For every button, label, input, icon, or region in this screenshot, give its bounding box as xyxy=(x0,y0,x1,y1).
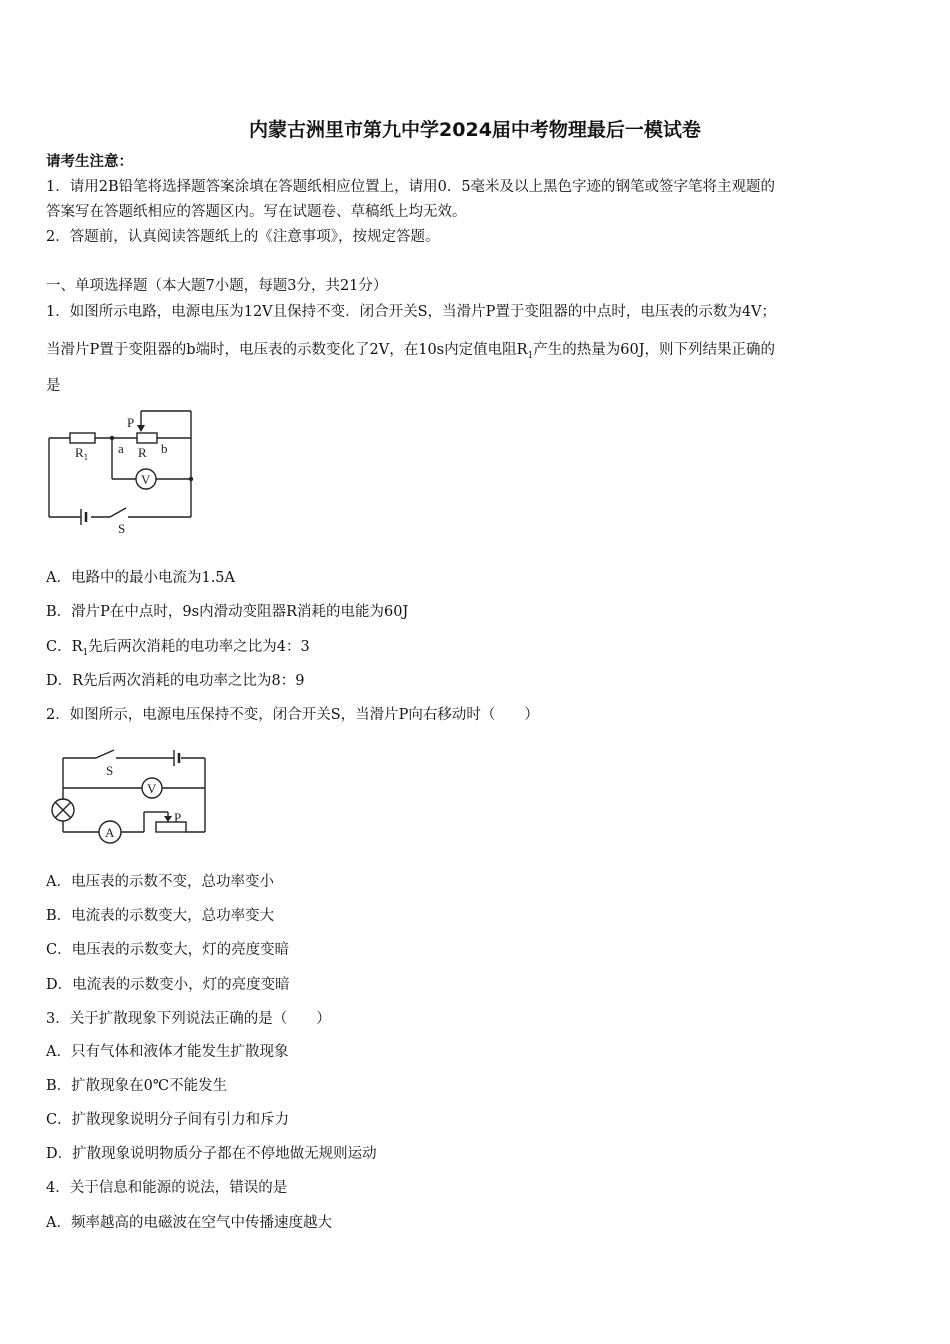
q1-option-c-sub: 1 xyxy=(82,647,89,658)
a-label: a xyxy=(118,441,124,456)
p-label: P xyxy=(174,810,182,825)
q2-option-d: D．电流表的示数变小，灯的亮度变暗 xyxy=(46,977,290,993)
q1-circuit-diagram xyxy=(40,405,210,540)
switch-label: S xyxy=(106,763,114,778)
voltmeter-label: V xyxy=(147,781,157,796)
notice-heading: 请考生注意： xyxy=(46,153,133,170)
r1-label: $R_1$ xyxy=(75,445,89,462)
q3-option-a: A．只有气体和液体才能发生扩散现象 xyxy=(46,1044,289,1060)
q1-stem-line-2 xyxy=(46,340,775,366)
q3-stem: 3．关于扩散现象下列说法正确的是（ ） xyxy=(46,1011,331,1027)
rheostat xyxy=(137,433,157,443)
q1-option-b: B．滑片P在中点时，9s内滑动变阻器R消耗的电能为60J xyxy=(46,604,409,620)
q3-option-d: D．扩散现象说明物质分子都在不停地做无规则运动 xyxy=(46,1146,377,1162)
p-label: P xyxy=(127,415,135,430)
junction-dot xyxy=(110,436,114,440)
r1-resistor xyxy=(70,433,95,443)
junction-dot xyxy=(189,477,193,481)
q2-option-a: A．电压表的示数不变，总功率变小 xyxy=(46,874,274,890)
ammeter-label: A xyxy=(105,825,115,840)
slider-arrow-icon xyxy=(164,816,172,822)
q4-option-a: A．频率越高的电磁波在空气中传播速度越大 xyxy=(46,1215,332,1231)
notice-line-3: 2．答题前，认真阅读答题纸上的《注意事项》，按规定答题。 xyxy=(46,229,440,245)
q1-option-c-part-b: 先后两次消耗的电功率之比为4：3 xyxy=(88,639,310,655)
page-title: 内蒙古洲里市第九中学2024届中考物理最后一模试卷 xyxy=(249,119,701,141)
notice-line-1: 1．请用2B铅笔将选择题答案涂填在答题纸相应位置上，请用0．5毫米及以上黑色字迹的钢笔或签字笔将主观题的 xyxy=(46,179,776,195)
section-heading: 一、单项选择题（本大题7小题，每题3分，共21分） xyxy=(46,278,388,294)
q3-option-b: B．扩散现象在0℃不能发生 xyxy=(46,1078,228,1094)
q1-stem-line-3: 是 xyxy=(46,378,61,394)
q1-option-c xyxy=(46,637,310,663)
slider-arrow-icon xyxy=(137,425,145,432)
q2-stem: 2．如图所示，电源电压保持不变，闭合开关S，当滑片P向右移动时（ ） xyxy=(46,707,539,723)
switch-label: S xyxy=(118,521,126,536)
q2-circuit-diagram xyxy=(44,740,219,850)
q2-option-b: B．电流表的示数变大，总功率变大 xyxy=(46,908,275,924)
q1-stem-part-b: 产生的热量为60J，则下列结果正确的 xyxy=(533,342,776,358)
q3-option-c: C．扩散现象说明分子间有引力和斥力 xyxy=(46,1112,290,1128)
q4-stem: 4．关于信息和能源的说法，错误的是 xyxy=(46,1180,288,1196)
q1-option-c-part-a: C．R xyxy=(46,639,83,655)
q1-option-d: D．R先后两次消耗的电功率之比为8：9 xyxy=(46,673,305,689)
r-label: R xyxy=(138,445,147,460)
voltmeter-label: V xyxy=(141,472,151,487)
q1-stem-line-1: 1．如图所示电路，电源电压为12V且保持不变．闭合开关S，当滑片P置于变阻器的中点时，电压表的示数为4V； xyxy=(46,304,777,320)
q2-option-c: C．电压表的示数变大，灯的亮度变暗 xyxy=(46,942,290,958)
notice-line-2: 答案写在答题纸相应的答题区内。写在试题卷、草稿纸上均无效。 xyxy=(46,204,467,220)
rheostat xyxy=(156,822,186,832)
b-label: b xyxy=(161,441,168,456)
q1-stem-sub: 1 xyxy=(527,350,534,361)
q1-stem-part-a: 当滑片P置于变阻器的b端时，电压表的示数变化了2V，在10s内定值电阻R xyxy=(46,342,528,358)
q1-option-a: A．电路中的最小电流为1.5A xyxy=(46,570,236,586)
